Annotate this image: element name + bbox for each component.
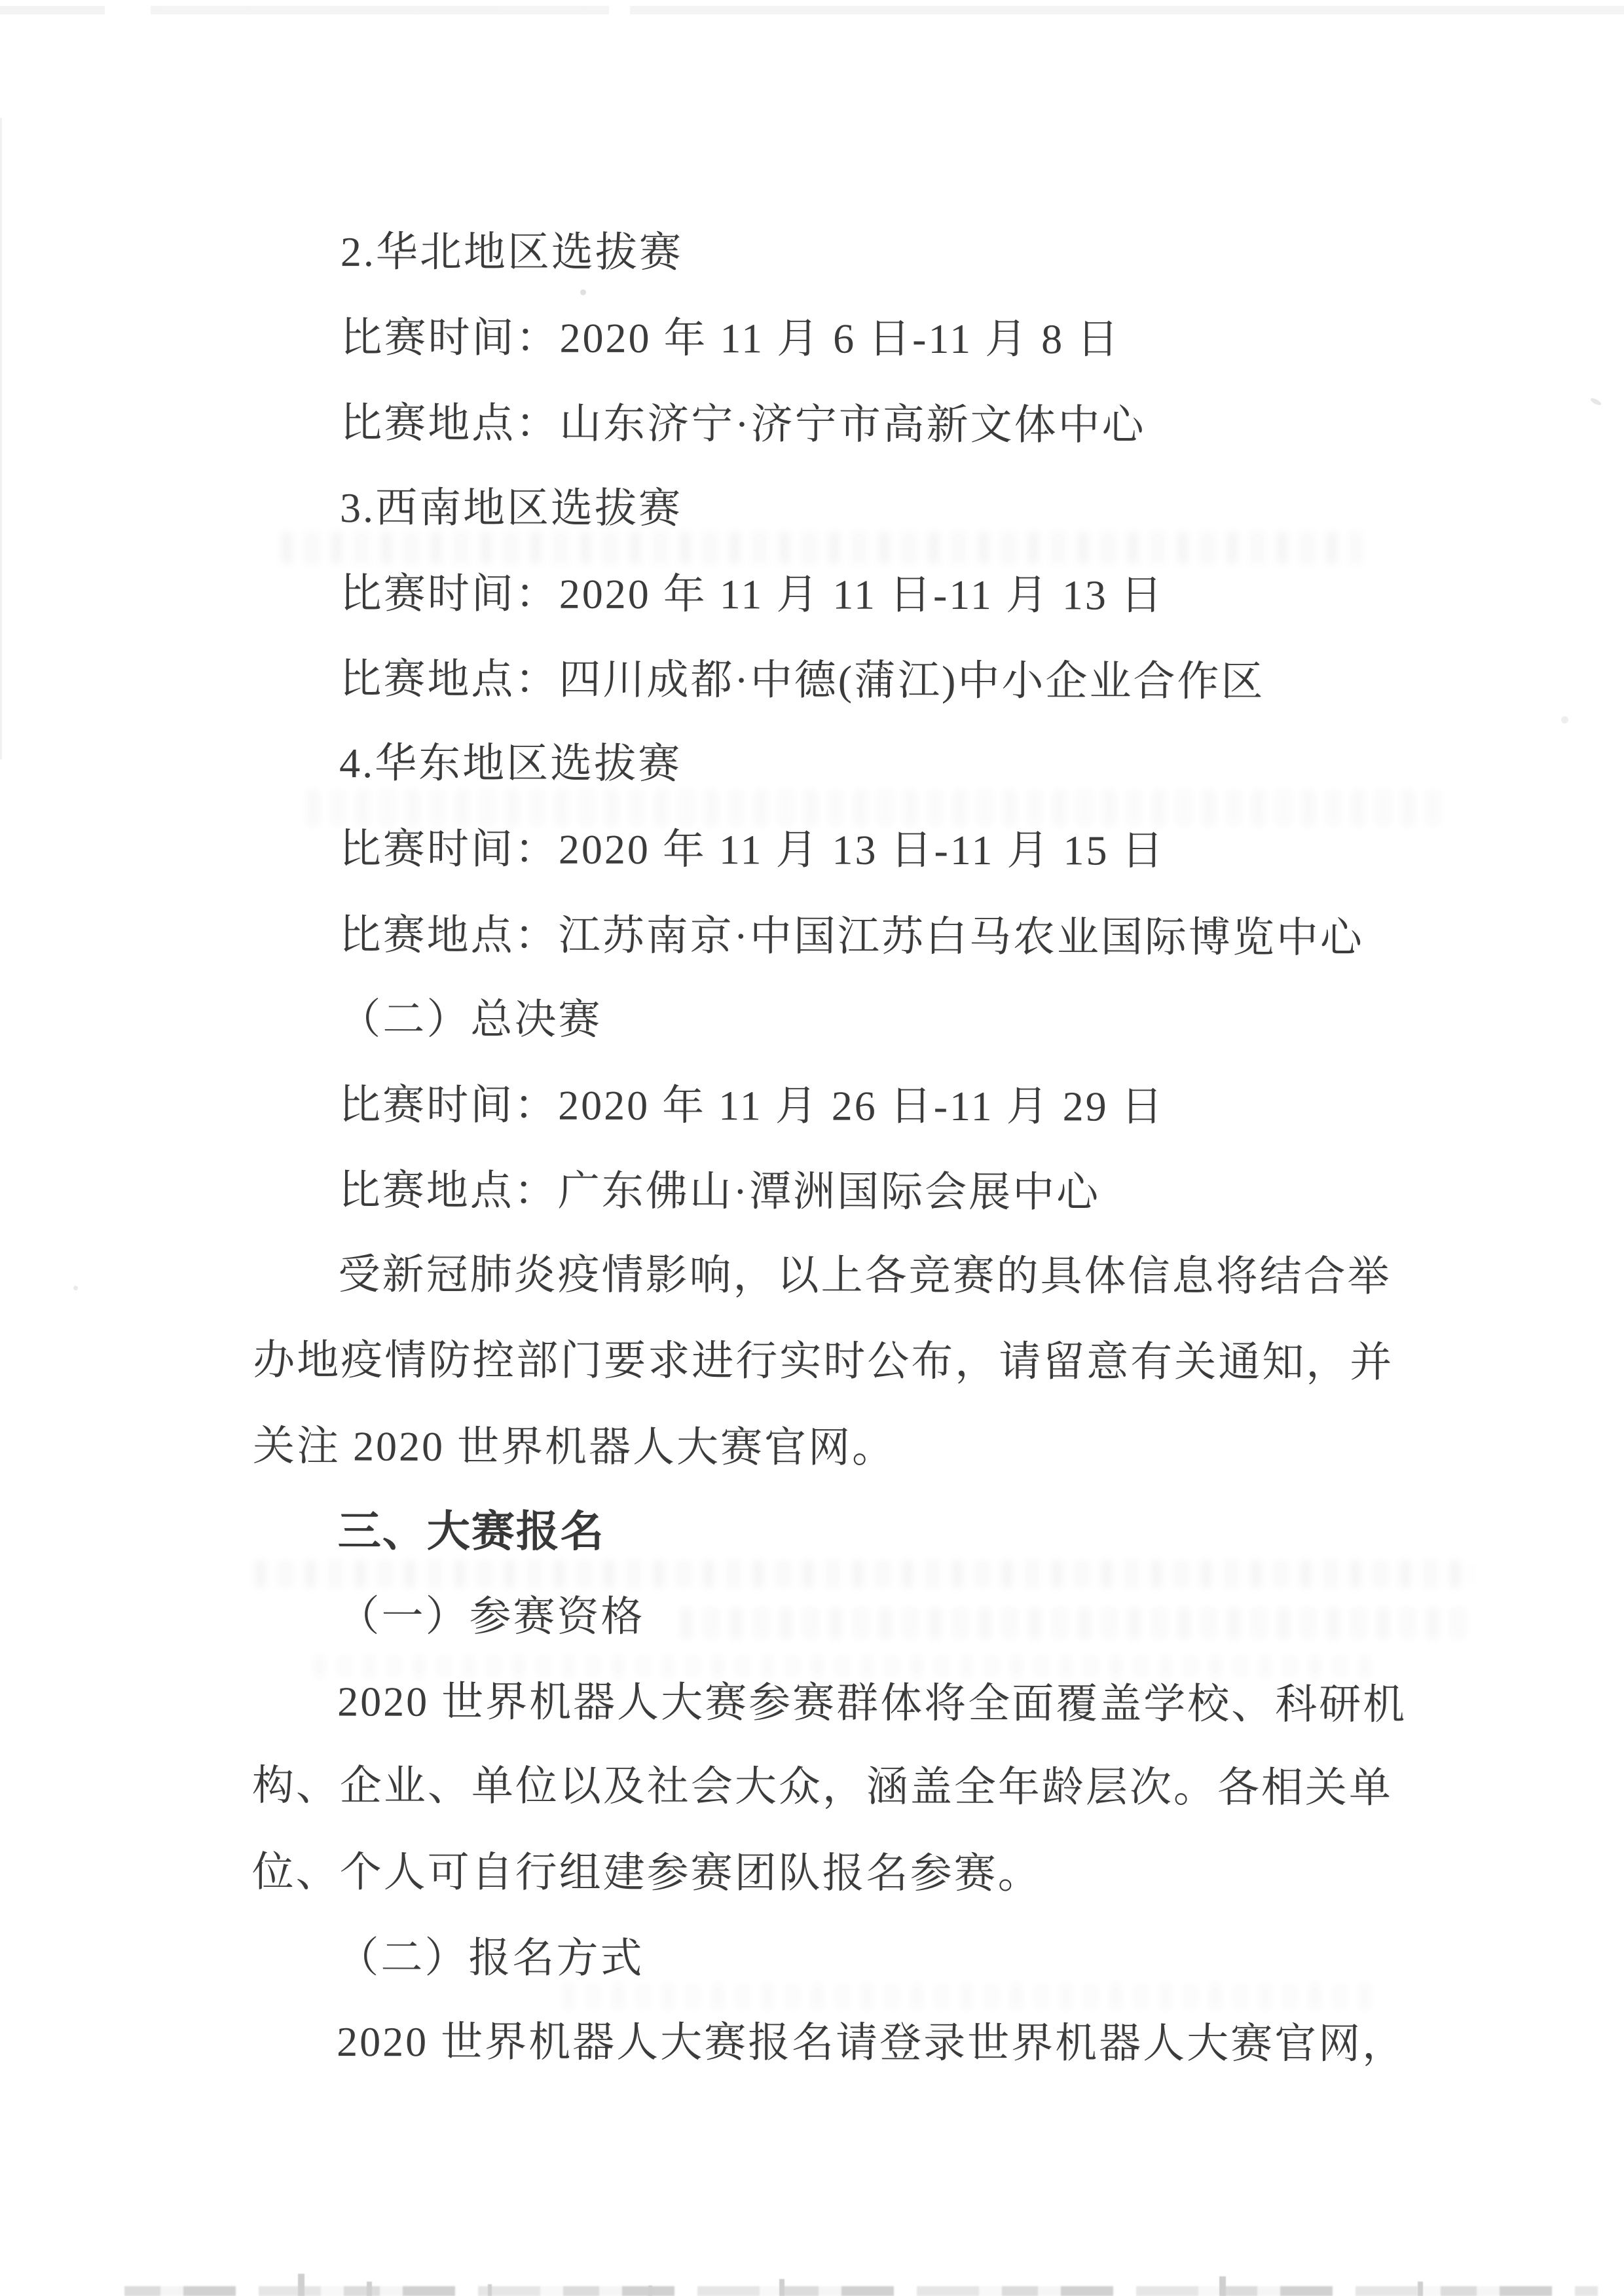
scan-artifact-bottom-mark <box>367 2282 372 2296</box>
subsection-method: （二）报名方式 <box>337 1934 644 1982</box>
line-method-1: 2020 世界机器人大赛报名请登录世界机器人大赛官网， <box>337 2018 1407 2068</box>
line-eligibility-3: 位、个人可自行组建参赛团队报名参赛。 <box>251 1848 1042 1897</box>
line-southwest-selection: 3.西南地区选拔赛 <box>339 484 683 532</box>
line-eligibility-2: 构、企业、单位以及社会大众，涵盖全年龄层次。各相关单 <box>251 1762 1393 1812</box>
line-venue-southwest: 比赛地点：四川成都·中德(蒲江)中小企业合作区 <box>339 655 1265 705</box>
subsection-eligibility: （一）参赛资格 <box>337 1593 645 1641</box>
line-covid-note-2: 办地疫情防控部门要求进行实时公布，请留意有关通知，并 <box>253 1337 1394 1386</box>
scan-artifact-bottom-mark <box>1418 2282 1423 2296</box>
scan-artifact-top-edge <box>0 6 1624 14</box>
line-covid-note-1: 受新冠肺炎疫情影响，以上各竞赛的具体信息将结合举 <box>338 1251 1392 1300</box>
scan-artifact-bottom-mark <box>488 2284 492 2296</box>
line-time-southwest: 比赛时间：2020 年 11 月 11 日-11 月 13 日 <box>339 570 1165 619</box>
line-venue-north-china: 比赛地点：山东济宁·济宁市高新文体中心 <box>340 399 1146 449</box>
line-finals-heading: （二）总决赛 <box>339 995 602 1043</box>
line-time-east-china: 比赛时间：2020 年 11 月 13 日-11 月 15 日 <box>339 826 1166 875</box>
scan-artifact-bottom-mark <box>779 2279 784 2296</box>
line-north-china-selection: 2.华北地区选拔赛 <box>340 228 683 276</box>
line-venue-finals: 比赛地点：广东佛山·潭洲国际会展中心 <box>338 1167 1101 1216</box>
scan-artifact-bottom-mark <box>298 2274 304 2296</box>
line-covid-note-3: 关注 2020 世界机器人大赛官网。 <box>252 1422 896 1471</box>
section-heading-registration: 三、大赛报名 <box>337 1506 605 1556</box>
scan-artifact-bottom-edge <box>124 2286 1598 2296</box>
line-time-finals: 比赛时间：2020 年 11 月 26 日-11 月 29 日 <box>339 1081 1165 1130</box>
document-text <box>0 210 1624 2088</box>
line-eligibility-1: 2020 世界机器人大赛参赛群体将全面覆盖学校、科研机 <box>337 1678 1407 1728</box>
line-east-china-selection: 4.华东地区选拔赛 <box>339 740 682 788</box>
line-venue-east-china: 比赛地点：江苏南京·中国江苏白马农业国际博览中心 <box>339 911 1365 961</box>
line-time-north-china: 比赛时间：2020 年 11 月 6 日-11 月 8 日 <box>340 314 1121 363</box>
scan-artifact-bottom-mark <box>648 2286 652 2296</box>
scan-artifact-bottom-mark <box>1219 2276 1226 2296</box>
